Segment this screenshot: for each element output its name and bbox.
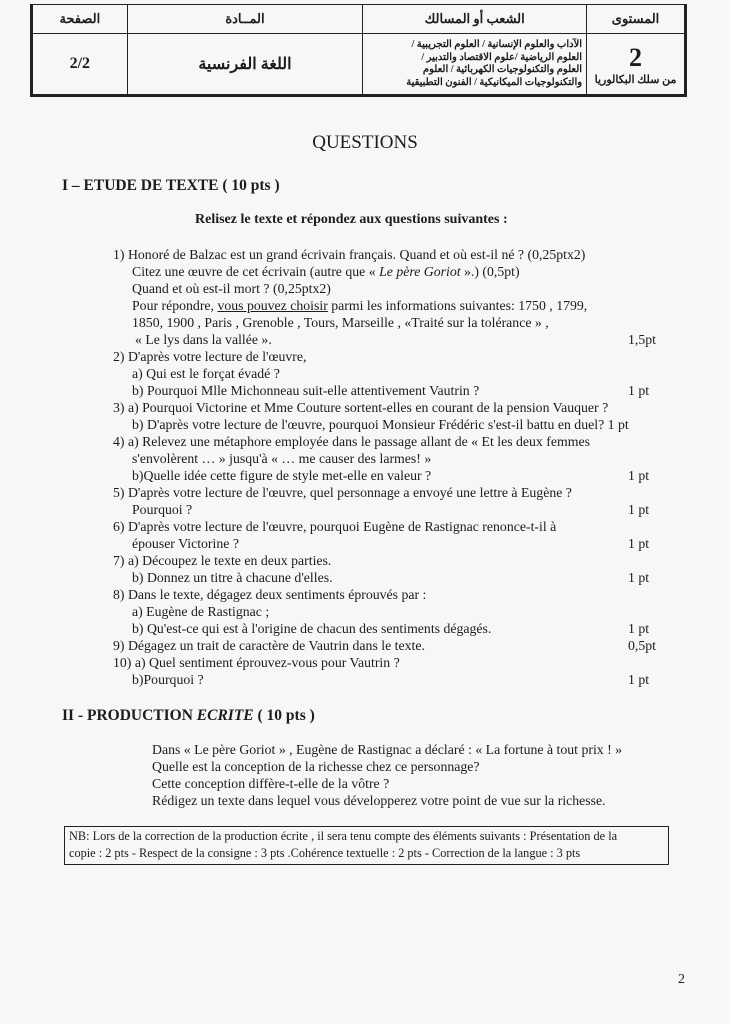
question-line: b)Pourquoi ? — [132, 672, 204, 687]
question-points: 1 pt — [628, 468, 650, 483]
level-subtitle: من سلك البكالوريا — [594, 73, 677, 86]
question-points: 1 pt — [628, 621, 650, 636]
question-line: 6) D'après votre lecture de l'œuvre, pourquoi Eugène de Rastignac renonce-t-il à — [113, 519, 557, 534]
question-line: 5) D'après votre lecture de l'œuvre, quel personnage a envoyé une lettre à Eugène ? — [113, 485, 572, 500]
section-1-instruction: Relisez le texte et répondez aux questions suivantes : — [195, 212, 508, 227]
question-line: 7) a) Découpez le texte en deux parties. — [113, 553, 332, 568]
question-points: 1 pt — [628, 502, 650, 517]
question-line: b) D'après votre lecture de l'œuvre, pourquoi Monsieur Frédéric s'est-il battu en duel? 1 pt — [132, 417, 629, 432]
question-line: 1) Honoré de Balzac est un grand écrivain français. Quand et où est-il né ? (0,25ptx2) — [113, 247, 586, 262]
production-line: Dans « Le père Goriot » , Eugène de Rastignac a déclaré : « La fortune à tout prix ! » — [152, 742, 623, 757]
question-line: Citez une œuvre de cet écrivain (autre que « Le père Goriot ».) (0,5pt) — [132, 264, 520, 279]
question-points: 1 pt — [628, 536, 650, 551]
stream-line: والتكنولوجيات الميكانيكية / الفنون التطبيقية — [406, 76, 583, 88]
question-points: 0,5pt — [628, 638, 656, 653]
question-line: a) Eugène de Rastignac ; — [132, 604, 270, 619]
streams-column-header: الشعب أو المسالك — [363, 5, 587, 34]
question-line: 10) a) Quel sentiment éprouvez-vous pour Vautrin ? — [113, 655, 400, 670]
question-line: Quand et où est-il mort ? (0,25ptx2) — [132, 281, 331, 296]
page-number: 2 — [678, 972, 685, 987]
grading-note-box — [64, 826, 669, 865]
question-line: Pourquoi ? — [132, 502, 193, 517]
question-line: « Le lys dans la vallée ». — [135, 332, 272, 347]
stream-line: العلوم والتكنولوجيات الكهربائية / العلوم — [422, 64, 583, 75]
page-title: QUESTIONS — [312, 132, 418, 153]
stream-line: العلوم الرياضية /علوم الاقتصاد والتدبير / — [421, 51, 583, 63]
production-line: Cette conception diffère-t-elle de la vôtre ? — [152, 776, 390, 791]
level-cell — [587, 34, 685, 95]
question-line: épouser Victorine ? — [132, 536, 239, 551]
question-points: 1 pt — [628, 570, 650, 585]
question-line: b)Quelle idée cette figure de style met-elle en valeur ? — [132, 468, 432, 483]
section-1-heading: I – ETUDE DE TEXTE ( 10 pts ) — [62, 177, 280, 194]
question-points: 1,5pt — [628, 332, 656, 347]
subject-column-header: المــادة — [127, 5, 363, 34]
question-points: 1 pt — [628, 672, 650, 687]
subject-name: اللغة الفرنسية — [127, 34, 363, 95]
production-line: Quelle est la conception de la richesse chez ce personnage? — [152, 759, 480, 774]
question-line: s'envolèrent … » jusqu'à « … me causer des larmes! » — [132, 451, 432, 466]
grading-note-line: copie : 2 pts - Respect de la consigne : 3 pts .Cohérence textuelle : 2 pts - Correction de la langue : 3 pts — [69, 846, 581, 860]
grading-note-line: NB: Lors de la correction de la production écrite , il sera tenu compte des éléments suivants : Présentation de la — [69, 829, 618, 843]
question-line: 3) a) Pourquoi Victorine et Mme Couture sortent-elles en courant de la pension Vauquer ? — [113, 400, 609, 415]
exam-header — [30, 4, 687, 97]
streams-list — [363, 34, 587, 95]
question-line: b) Pourquoi Mlle Michonneau suit-elle attentivement Vautrin ? — [132, 383, 480, 398]
question-line: 4) a) Relevez une métaphore employée dans le passage allant de « Et les deux femmes — [113, 434, 590, 449]
level-column-header: المستوى — [587, 5, 685, 34]
question-line: 9) Dégagez un trait de caractère de Vautrin dans le texte. — [113, 638, 425, 653]
question-line: 8) Dans le texte, dégagez deux sentiments éprouvés par : — [113, 587, 427, 602]
production-line: Rédigez un texte dans lequel vous développerez votre point de vue sur la richesse. — [152, 793, 606, 808]
question-line: Pour répondre, vous pouvez choisir parmi les informations suivantes: 1750 , 1799, — [132, 298, 588, 313]
question-line: a) Qui est le forçat évadé ? — [132, 366, 280, 381]
stream-line: الآداب والعلوم الإنسانية / العلوم التجريبية / — [411, 39, 583, 50]
question-line: 1850, 1900 , Paris , Grenoble , Tours, Marseille , «Traité sur la tolérance » , — [132, 315, 549, 330]
question-points: 1 pt — [628, 383, 650, 398]
level-number: 2 — [629, 42, 643, 72]
question-line: 2) D'après votre lecture de l'œuvre, — [113, 349, 307, 364]
section-2-heading: II - PRODUCTION ECRITE ( 10 pts ) — [62, 707, 315, 724]
page-indicator: 2/2 — [33, 34, 128, 95]
page-column-header: الصفحة — [33, 5, 128, 34]
question-line: b) Donnez un titre à chacune d'elles. — [132, 570, 333, 585]
question-line: b) Qu'est-ce qui est à l'origine de chacun des sentiments dégagés. — [132, 621, 492, 636]
